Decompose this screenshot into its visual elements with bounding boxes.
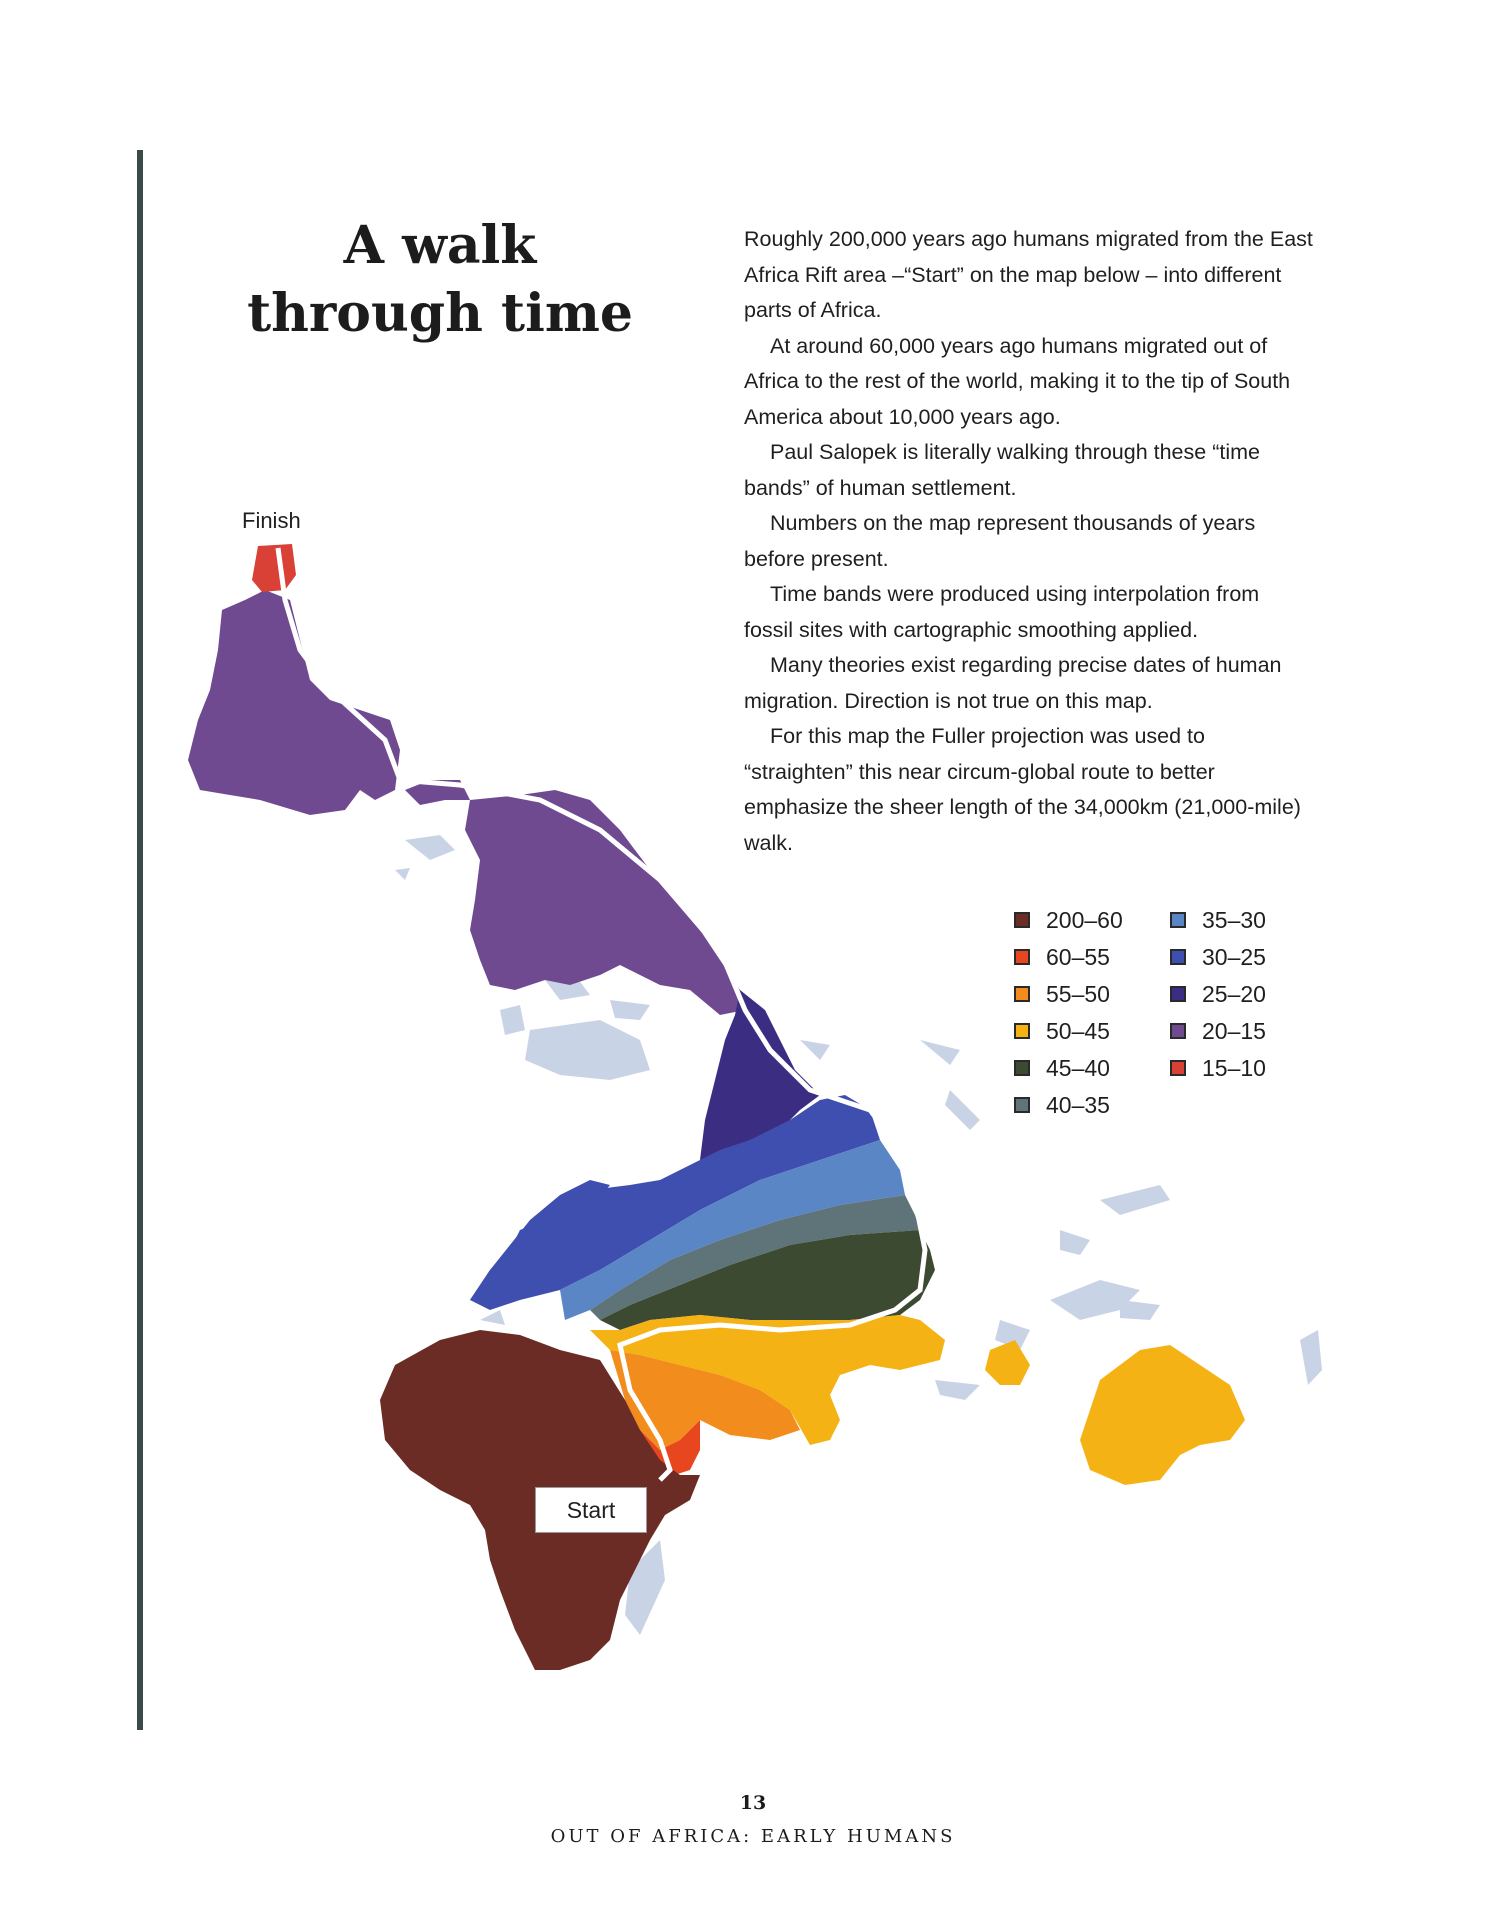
legend-swatch [1014,1060,1030,1076]
body-paragraph: Many theories exist regarding precise dates of human migration. Direction is not true on this map. [744,653,1282,713]
legend-label: 55–50 [1046,980,1110,1007]
title-line-1: A walk [343,215,537,276]
legend-label: 15–10 [1202,1054,1266,1081]
legend-item [1170,905,1266,935]
finish-tip-region [252,544,296,592]
legend-label: 40–35 [1046,1091,1110,1118]
legend-item [1170,942,1266,972]
legend-item [1014,979,1110,1009]
legend-swatch [1014,912,1030,928]
legend-swatch [1014,949,1030,965]
legend-item [1014,1016,1110,1046]
legend-swatch [1170,949,1186,965]
legend-label: 60–55 [1046,943,1110,970]
legend-item [1014,905,1123,935]
legend-label: 50–45 [1046,1017,1110,1044]
running-head: OUT OF AFRICA: EARLY HUMANS [550,1826,956,1847]
legend-swatch [1170,1023,1186,1039]
legend-label: 20–15 [1202,1017,1266,1044]
legend-label: 200–60 [1046,906,1123,933]
legend-item [1170,979,1266,1009]
legend-swatch [1170,1060,1186,1076]
legend-swatch [1014,1023,1030,1039]
body-paragraph: Roughly 200,000 years ago humans migrated from the East Africa Rift area –“Start” on the map below – into different parts of Africa. [744,227,1313,322]
finish-label: Finish [242,508,301,533]
legend-item [1014,1053,1110,1083]
legend-item [1170,1053,1266,1083]
legend-swatch [1170,912,1186,928]
indonesia-region [985,1340,1030,1385]
body-paragraph: For this map the Fuller projection was used to “straighten” this near circum-global route to better emphasize the sheer length of the 34,000km (21,000-mile) walk. [744,724,1301,855]
legend-label: 45–40 [1046,1054,1110,1081]
legend-item [1014,942,1110,972]
legend-label: 35–30 [1202,906,1266,933]
legend-item [1170,1016,1266,1046]
australia-region [1080,1345,1245,1485]
start-label: Start [535,1487,647,1533]
legend-swatch [1014,986,1030,1002]
body-paragraph: At around 60,000 years ago humans migrated out of Africa to the rest of the world, making it to the tip of South America about 10,000 years ago. [744,333,1291,429]
map-legend [1014,905,1314,1135]
body-paragraph: Paul Salopek is literally walking through these “time bands” of human settlement. [744,440,1260,500]
siberia-region [465,790,745,1015]
legend-label: 30–25 [1202,943,1266,970]
page-number: 13 [739,1792,767,1814]
legend-label: 25–20 [1202,980,1266,1007]
title-line-2: through time [247,283,633,344]
legend-item [1014,1090,1110,1120]
legend-swatch [1014,1097,1030,1113]
legend-swatch [1170,986,1186,1002]
body-paragraph: Time bands were produced using interpolation from fossil sites with cartographic smoothing applied. [744,582,1260,642]
body-paragraph: Numbers on the map represent thousands of years before present. [744,511,1256,571]
